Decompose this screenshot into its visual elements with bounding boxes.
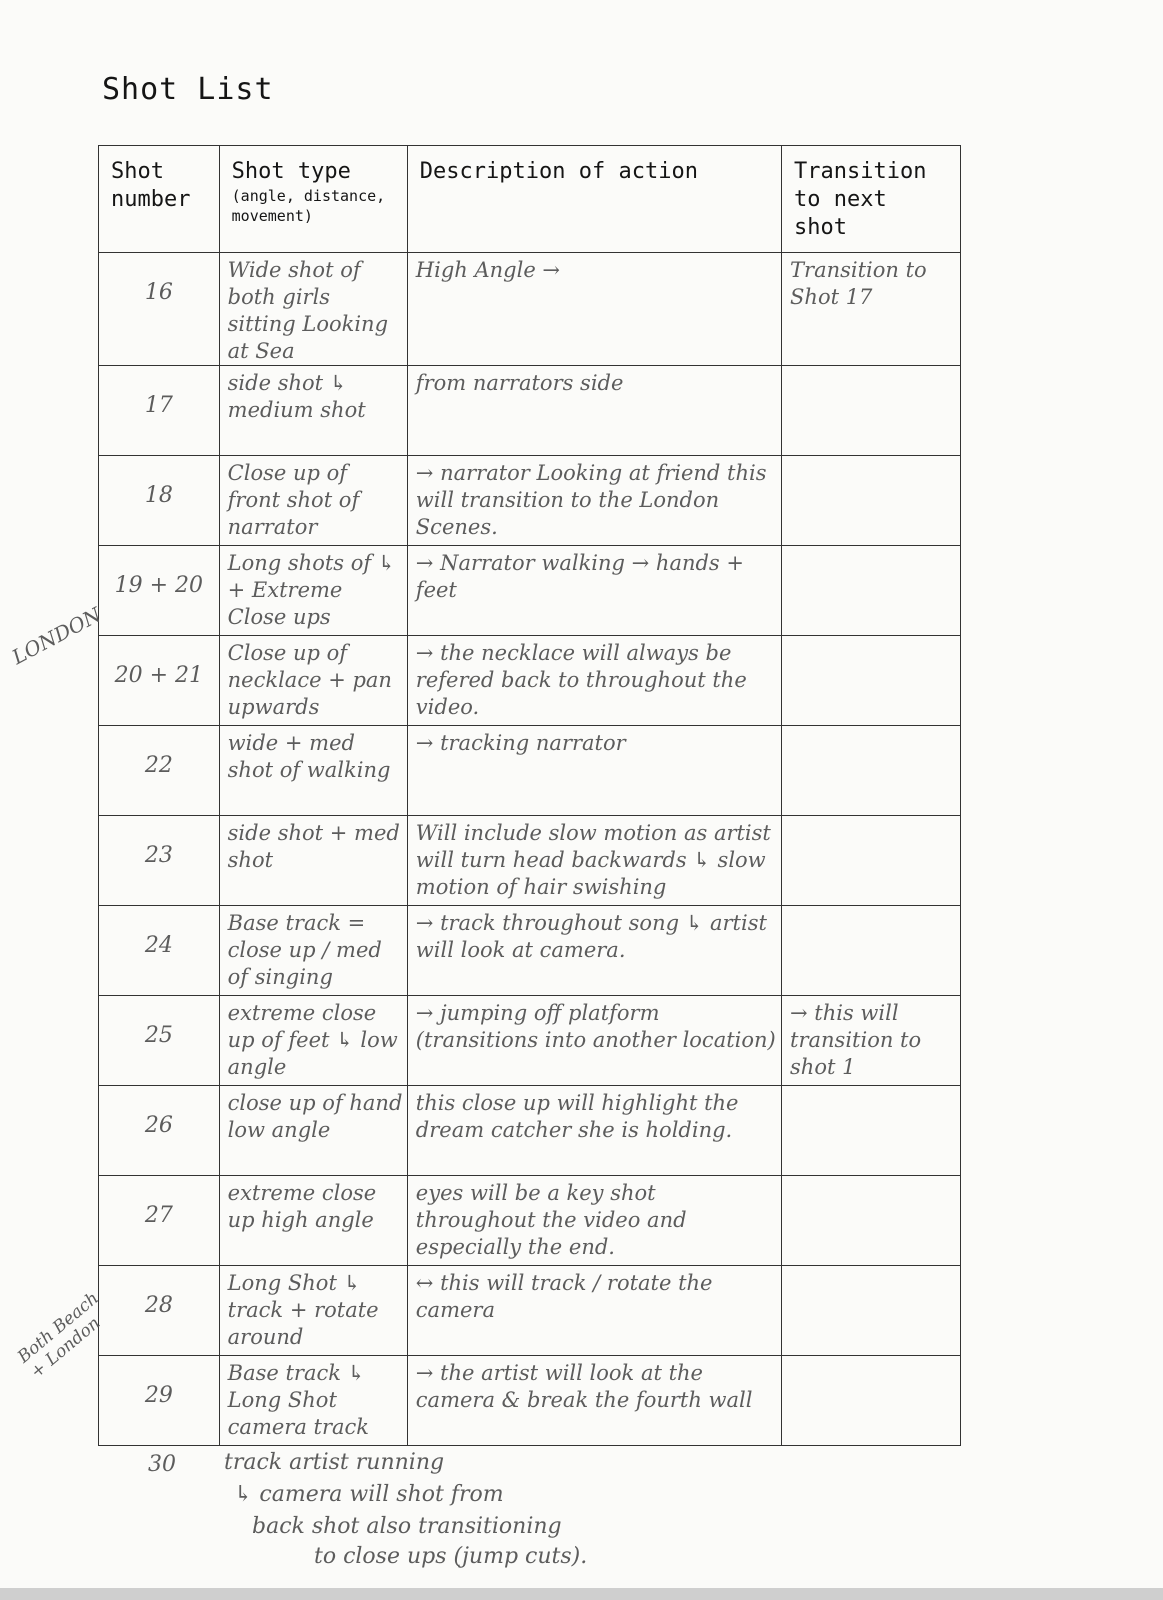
shot-type-cell [219,1356,407,1446]
shot-type-cell [219,1266,407,1356]
transition-cell [782,816,961,906]
footer-line-4: to close ups (jump cuts). [314,1544,588,1569]
table-row [99,906,961,996]
description-cell-text: eyes will be a key shot throughout the video and especially the end. [415,1181,687,1259]
shot-type-cell [219,546,407,636]
transition-cell [782,996,961,1086]
shot-number-cell [99,366,220,456]
shot-type-cell [219,253,407,366]
footer-line-1: track artist running [224,1450,445,1475]
shot-type-cell-text: Base track = close up / med of singing [227,911,382,989]
description-cell-text: → Narrator walking → hands + feet [415,551,744,602]
description-cell [407,253,781,366]
transition-cell [782,1266,961,1356]
transition-cell-text: → this will transition to shot 1 [790,1001,922,1079]
description-cell [407,1086,781,1176]
description-cell [407,816,781,906]
shot-number-cell [99,816,220,906]
shot-type-cell-text: Wide shot of both girls sitting Looking at Sea [227,258,389,363]
shot-number-cell [99,726,220,816]
shot-number-cell [99,456,220,546]
transition-cell [782,1176,961,1266]
shot-number-cell-text: 19 + 20 [114,573,204,598]
table-row [99,996,961,1086]
description-cell-text: → narrator Looking at friend this will transition to the London Scenes. [415,461,767,539]
shot-type-cell [219,726,407,816]
shot-type-cell-text: extreme close up of feet ↳ low angle [227,1001,398,1079]
shot-type-cell-text: Long shots of ↳ + Extreme Close ups [227,551,396,629]
shot-type-cell [219,816,407,906]
shot-type-cell [219,456,407,546]
shot-type-cell-text: Close up of necklace + pan upwards [227,641,392,719]
shot-number-cell [99,636,220,726]
shot-number-cell [99,1086,220,1176]
shot-number-cell-text: 29 [144,1383,173,1408]
shot-type-cell-text: side shot + med shot [227,821,400,872]
footer-shot-number: 30 [148,1452,176,1477]
transition-cell [782,253,961,366]
transition-cell [782,906,961,996]
shot-type-cell-text: close up of hand low angle [227,1091,403,1142]
shot-number-cell [99,546,220,636]
transition-cell [782,1356,961,1446]
transition-cell-text: Transition to Shot 17 [790,258,927,309]
table-row [99,253,961,366]
description-cell-text: Will include slow motion as artist will turn head backwards ↳ slow motion of hair swishing [415,821,771,899]
shot-number-cell-text: 26 [144,1113,173,1138]
description-cell [407,546,781,636]
shot-number-cell-text: 25 [144,1023,173,1048]
description-cell-text: → track throughout song ↳ artist will look at camera. [415,911,767,962]
description-cell-text: → tracking narrator [415,731,626,755]
description-cell [407,726,781,816]
description-cell [407,366,781,456]
shot-type-cell [219,1176,407,1266]
shot-number-cell [99,253,220,366]
header-shot-type-sub: (angle, distance, movement) [231,187,386,225]
page-title: Shot List [102,72,274,107]
table-row [99,1266,961,1356]
description-cell-text: this close up will highlight the dream catcher she is holding. [415,1091,739,1142]
scan-bottom-edge [0,1588,1163,1600]
header-shot-type-label: Shot type [231,159,351,184]
footer-line-3: back shot also transitioning [252,1514,562,1539]
shot-type-cell [219,366,407,456]
description-cell [407,456,781,546]
shot-type-cell-text: Close up of front shot of narrator [227,461,360,539]
shot-number-cell-text: 20 + 21 [114,663,204,688]
shot-number-cell [99,996,220,1086]
margin-note-both: Both Beach + London [14,1288,105,1383]
header-shot-number: Shot number [99,146,220,253]
table-row [99,546,961,636]
shot-number-cell [99,1176,220,1266]
table-header-row [99,146,961,253]
table-row [99,456,961,546]
table-row [99,1086,961,1176]
shot-type-cell [219,1086,407,1176]
shot-type-cell-text: extreme close up high angle [227,1181,377,1232]
transition-cell [782,456,961,546]
table-row [99,1356,961,1446]
shot-number-cell [99,1356,220,1446]
shot-type-cell [219,996,407,1086]
description-cell-text: → jumping off platform (transitions into another location) [415,1001,776,1052]
description-cell [407,996,781,1086]
shot-number-cell-text: 24 [144,933,173,958]
table-row [99,636,961,726]
shot-type-cell-text: wide + med shot of walking [227,731,391,782]
footer-line-2: ↳ camera will shot from [234,1482,504,1507]
transition-cell [782,366,961,456]
transition-cell [782,636,961,726]
header-shot-type [219,146,407,253]
description-cell [407,1356,781,1446]
description-cell-text: → the necklace will always be refered back to throughout the video. [415,641,747,719]
header-transition: Transition to next shot [782,146,961,253]
shot-type-cell [219,636,407,726]
description-cell-text: → the artist will look at the camera & break the fourth wall [415,1361,753,1412]
table-row [99,726,961,816]
shot-number-cell-text: 28 [144,1293,173,1318]
header-description: Description of action [407,146,781,253]
shot-number-cell-text: 23 [144,843,173,868]
shot-type-cell-text: Long Shot ↳ track + rotate around [227,1271,379,1349]
shot-type-cell-text: Base track ↳ Long Shot camera track [227,1361,369,1439]
description-cell [407,906,781,996]
description-cell-text: from narrators side [415,371,624,395]
shot-number-cell-text: 18 [144,483,173,508]
table-row [99,366,961,456]
shot-number-cell-text: 16 [144,280,173,305]
transition-cell [782,546,961,636]
description-cell [407,1266,781,1356]
shot-number-cell-text: 27 [144,1203,173,1228]
description-cell-text: High Angle → [415,258,561,282]
shot-list-table [98,145,961,1446]
description-cell-text: ↔ this will track / rotate the camera [415,1271,713,1322]
shot-number-cell-text: 17 [144,393,173,418]
margin-note-london: LONDON [8,602,106,670]
transition-cell [782,1086,961,1176]
transition-cell [782,726,961,816]
description-cell [407,1176,781,1266]
shot-number-cell [99,906,220,996]
shot-type-cell-text: side shot ↳ medium shot [227,371,366,422]
table-row [99,816,961,906]
shot-number-cell-text: 22 [144,753,173,778]
shot-type-cell [219,906,407,996]
description-cell [407,636,781,726]
table-row [99,1176,961,1266]
